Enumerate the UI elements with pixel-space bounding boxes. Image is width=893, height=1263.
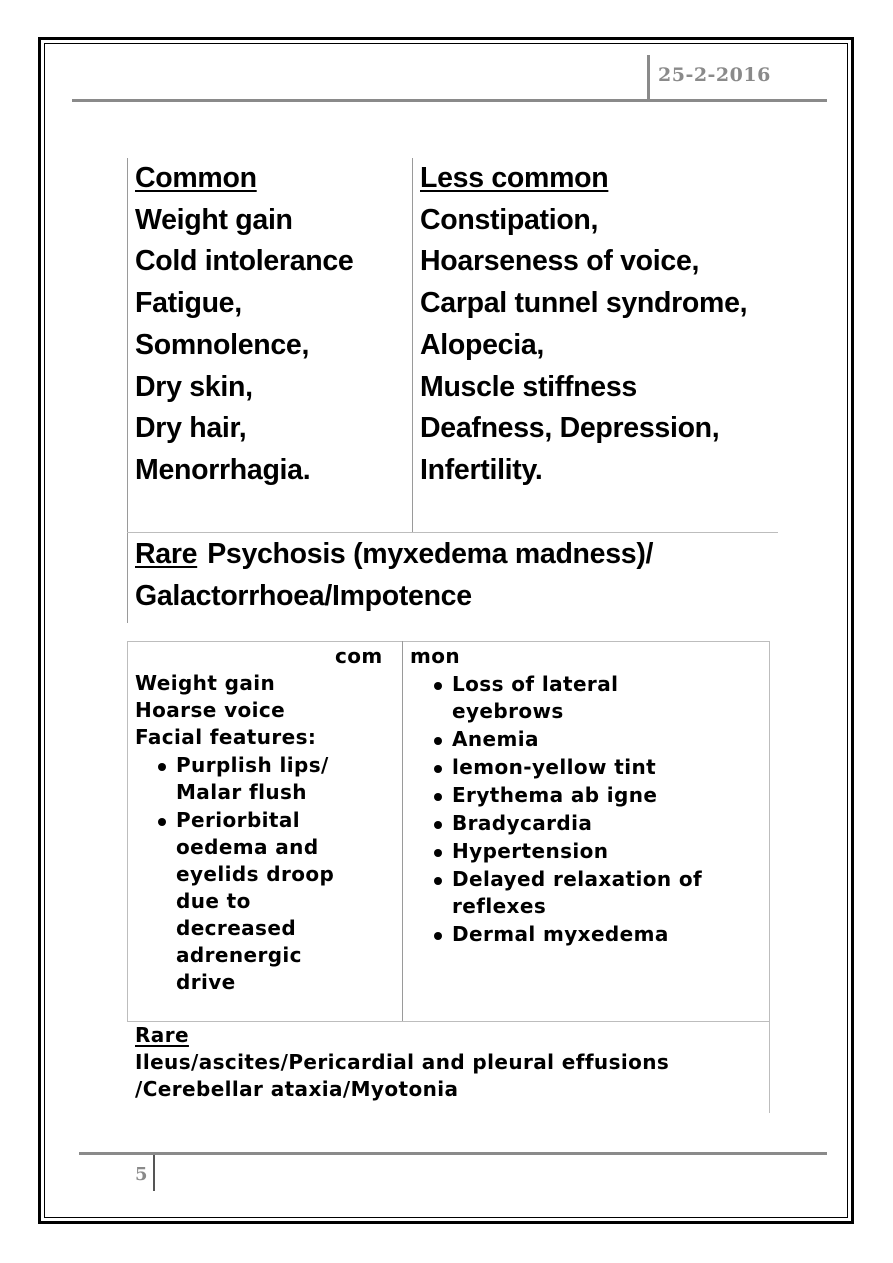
sign-bullet-line: due to <box>176 889 251 913</box>
footer-rule <box>79 1152 827 1155</box>
sign-bullet <box>432 838 702 865</box>
signs-left-column <box>135 670 334 996</box>
signs-heading-right: mon <box>410 644 461 668</box>
sign-bullet <box>432 782 702 809</box>
sign-bullet <box>432 726 702 753</box>
sign-bullet-line: eyebrows <box>452 699 564 723</box>
sign-bullet <box>432 921 702 948</box>
less-common-heading: Less common <box>420 162 609 194</box>
symptom-item: Hoarseness of voice, <box>420 245 700 278</box>
symptom-item: Deafness, Depression, <box>420 412 720 445</box>
sign-bullet-line: Malar flush <box>176 780 307 804</box>
rare-symptoms-line: Psychosis (myxedema madness)/ <box>207 538 654 570</box>
less-common-symptoms-column <box>420 158 747 492</box>
symptom-item: Weight gain <box>135 203 293 236</box>
sign-bullet-line: Bradycardia <box>452 811 593 835</box>
common-heading: Common <box>135 162 257 194</box>
sign-bullet <box>432 754 702 781</box>
rare-signs-label: Rare <box>135 1023 189 1047</box>
sign-bullet <box>432 866 702 920</box>
common-symptoms-column <box>135 158 353 492</box>
symptoms-table-column-divider <box>412 158 413 532</box>
symptom-item: Muscle stiffness <box>420 370 637 403</box>
sign-bullet-line: Periorbital <box>176 808 301 832</box>
sign-bullet-line: eyelids droop <box>176 862 335 886</box>
sign-item: Weight gain <box>135 671 276 695</box>
sign-bullet-line: drive <box>176 970 236 994</box>
symptoms-table-row-divider <box>127 532 778 533</box>
symptom-item: Alopecia, <box>420 328 545 361</box>
sign-bullet-line: adrenergic <box>176 943 302 967</box>
symptom-item: Infertility. <box>420 453 543 486</box>
header-rule <box>72 99 827 102</box>
sign-bullet-line: Loss of lateral <box>452 672 619 696</box>
sign-bullet-line: Purplish lips/ <box>176 753 329 777</box>
sign-bullet-line: decreased <box>176 916 297 940</box>
symptom-item: Cold intolerance <box>135 245 354 278</box>
symptoms-table-left-border <box>127 158 128 623</box>
sign-bullet-line: lemon-yellow tint <box>452 755 657 779</box>
footer-separator <box>153 1155 155 1191</box>
signs-right-list <box>432 671 702 948</box>
sign-bullet-line: Delayed relaxation of <box>452 867 703 891</box>
rare-symptoms <box>135 534 653 617</box>
sign-bullet-line: Dermal myxedema <box>452 922 669 946</box>
sign-bullet <box>156 807 334 996</box>
rare-symptoms-label: Rare <box>135 538 198 570</box>
sign-item: Hoarse voice <box>135 698 286 722</box>
signs-table-top-border <box>127 641 770 642</box>
facial-features-list <box>156 752 334 996</box>
sign-bullet-line: Hypertension <box>452 839 609 863</box>
symptom-item: Carpal tunnel syndrome, <box>420 287 748 320</box>
symptom-item: Menorrhagia. <box>135 453 311 486</box>
sign-bullet-line: Anemia <box>452 727 539 751</box>
signs-table-left-border <box>127 641 128 1021</box>
sign-bullet <box>156 752 334 806</box>
symptom-item: Dry skin, <box>135 370 253 403</box>
sign-bullet <box>432 810 702 837</box>
rare-signs <box>135 1022 669 1103</box>
page-number: 5 <box>135 1164 148 1185</box>
sign-bullet-line: reflexes <box>452 894 547 918</box>
symptom-item: Dry hair, <box>135 412 247 445</box>
symptom-item: Fatigue, <box>135 287 242 320</box>
rare-symptoms-line: Galactorrhoea/Impotence <box>135 579 472 612</box>
sign-bullet-line: Erythema ab igne <box>452 783 658 807</box>
signs-table-right-border <box>769 641 770 1113</box>
signs-heading-left: com <box>335 644 383 668</box>
sign-bullet-line: oedema and <box>176 835 319 859</box>
rare-signs-line: /Cerebellar ataxia/Myotonia <box>135 1077 459 1101</box>
signs-right-column <box>432 671 702 948</box>
symptom-item: Somnolence, <box>135 328 310 361</box>
signs-table-column-divider <box>402 641 403 1021</box>
header-separator <box>647 55 650 101</box>
sign-item: Facial features: <box>135 725 317 749</box>
symptom-item: Constipation, <box>420 203 599 236</box>
header-date: 25-2-2016 <box>658 64 771 86</box>
sign-bullet <box>432 671 702 725</box>
rare-signs-line: Ileus/ascites/Pericardial and pleural effusions <box>135 1050 670 1074</box>
